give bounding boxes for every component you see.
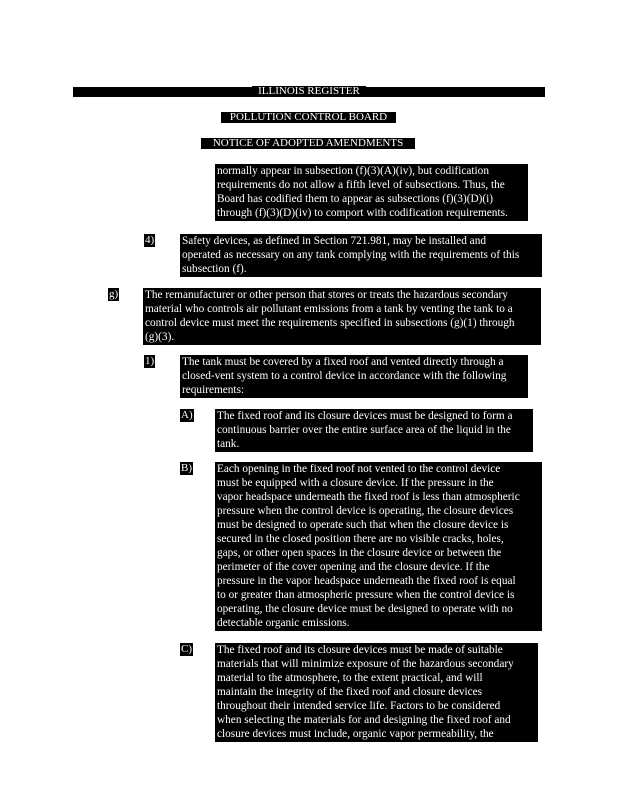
text-line: tank. — [217, 438, 240, 450]
text-line: continuous barrier over the entire surface area of the liquid in the — [217, 424, 511, 436]
text-line: material who controls air pollutant emissions from a tank by venting the tank to a — [145, 303, 513, 315]
text-line: operating, the closure device must be designed to operate with no — [217, 603, 513, 615]
notice-title: NOTICE OF ADOPTED AMENDMENTS — [201, 138, 415, 149]
text-line: detectable organic emissions. — [217, 617, 350, 629]
text-line: operated as necessary on any tank complying with the requirements of this — [182, 249, 520, 261]
text-line: material to the atmosphere, to the extent practical, and will — [217, 672, 483, 684]
register-title: ILLINOIS REGISTER — [252, 86, 366, 97]
text-line: subsection (f). — [182, 263, 247, 275]
board-title: POLLUTION CONTROL BOARD — [221, 112, 396, 123]
text-line: perimeter of the cover opening and the closure device. If the — [217, 561, 490, 573]
text-line: throughout their intended service life. Factors to be considered — [217, 700, 501, 712]
text-line: must be designed to operate such that when the closure device is — [217, 519, 509, 531]
text-line: requirements: — [182, 384, 245, 396]
text-line: Safety devices, as defined in Section 721.981, may be installed and — [182, 235, 486, 247]
text-line: normally appear in subsection (f)(3)(A)(iv), but codification — [217, 165, 489, 177]
codification-note — [215, 164, 528, 221]
text-line: Board has codified them to appear as subsections (f)(3)(D)(i) — [217, 193, 494, 205]
text-line: vapor headspace underneath the fixed roof is less than atmospheric — [217, 491, 520, 503]
item-A-paragraph — [215, 409, 533, 452]
text-line: The fixed roof and its closure devices must be designed to form a — [217, 410, 513, 422]
item-1-paragraph — [180, 355, 528, 398]
text-line: materials that will minimize exposure of the hazardous secondary — [217, 658, 514, 670]
item-1-label: 1) — [145, 355, 155, 367]
text-line: gaps, or other open spaces in the closure device or between the — [217, 547, 502, 559]
item-4-label: 4) — [145, 234, 155, 246]
text-line: secured in the closed position there are no visible cracks, holes, — [217, 533, 504, 545]
text-line: The remanufacturer or other person that stores or treats the hazardous secondary — [145, 289, 508, 301]
item-A-label: A) — [181, 409, 193, 421]
text-line: must be equipped with a closure device. If the pressure in the — [217, 477, 494, 489]
text-line: requirements do not allow a fifth level of subsections. Thus, the — [217, 179, 505, 191]
item-B-label: B) — [181, 462, 192, 474]
text-line: maintain the integrity of the fixed roof and closure devices — [217, 686, 483, 698]
item-C-paragraph — [215, 643, 538, 742]
text-line: through (f)(3)(D)(iv) to comport with codification requirements. — [217, 207, 508, 219]
item-4-paragraph — [180, 234, 542, 277]
item-C-label: C) — [181, 643, 192, 655]
text-line: The tank must be covered by a fixed roof and vented directly through a — [182, 356, 504, 368]
item-B-paragraph — [215, 462, 542, 631]
text-line: pressure when the control device is operating, the closure devices — [217, 505, 514, 517]
text-line: control device must meet the requirements specified in subsections (g)(1) through — [145, 317, 515, 329]
text-line: pressure in the vapor headspace underneath the fixed roof is equal — [217, 575, 516, 587]
item-g-paragraph — [143, 288, 541, 345]
text-line: (g)(3). — [145, 331, 175, 343]
text-line: closed-vent system to a control device in accordance with the following — [182, 370, 507, 382]
text-line: to or greater than atmospheric pressure when the control device is — [217, 589, 515, 601]
item-g-label: g) — [109, 288, 119, 300]
text-line: closure devices must include, organic vapor permeability, the — [217, 728, 494, 740]
text-line: The fixed roof and its closure devices must be made of suitable — [217, 644, 503, 656]
text-line: when selecting the materials for and designing the fixed roof and — [217, 714, 511, 726]
text-line: Each opening in the fixed roof not vented to the control device — [217, 463, 501, 475]
